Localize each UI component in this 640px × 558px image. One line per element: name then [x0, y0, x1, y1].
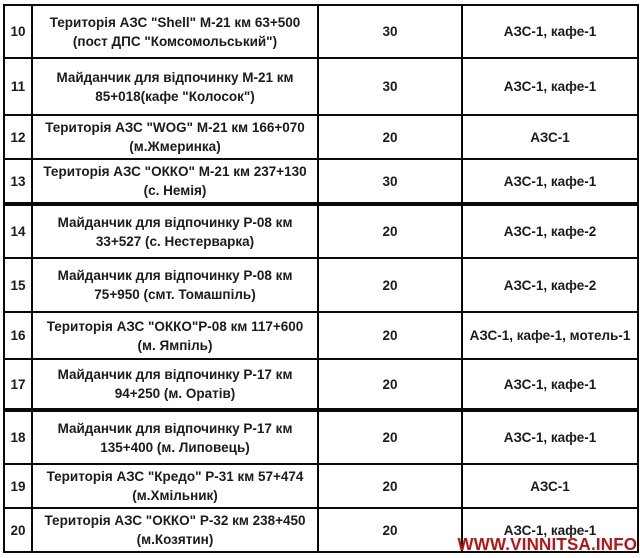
location-description: Територія АЗС "WOG" М-21 км 166+070 (м.Жмеринка)	[32, 115, 318, 159]
location-description: Майданчик для відпочинку Р-17 км 94+250 (м. Оратів)	[32, 359, 318, 410]
row-number: 12	[4, 115, 32, 159]
capacity-value: 20	[318, 508, 462, 552]
services-list: АЗС-1	[462, 115, 638, 159]
location-description: Майданчик для відпочинку М-21 км 85+018(кафе "Колосок")	[32, 58, 318, 115]
services-list: АЗС-1	[462, 464, 638, 508]
table-row	[4, 58, 638, 115]
capacity-value: 20	[318, 464, 462, 508]
row-number: 19	[4, 464, 32, 508]
rest-areas-table	[3, 4, 639, 553]
capacity-value: 30	[318, 5, 462, 58]
services-list: АЗС-1, кафе-1	[462, 508, 638, 552]
location-description: Територія АЗС "Кредо" Р-31 км 57+474 (м.Хмільник)	[32, 464, 318, 508]
services-list: АЗС-1, кафе-1	[462, 5, 638, 58]
table-row	[4, 115, 638, 159]
location-description: Територія АЗС "ОККО" Р-32 км 238+450 (м.Козятин)	[32, 508, 318, 552]
services-list: АЗС-1, кафе-1	[462, 58, 638, 115]
site-watermark: WWW.VINNITSA.INFO	[457, 534, 637, 554]
services-list: АЗС-1, кафе-1	[462, 159, 638, 204]
table-row	[4, 5, 638, 58]
row-number: 13	[4, 159, 32, 204]
location-description: Територія АЗС "ОККО"Р-08 км 117+600 (м. Ямпіль)	[32, 312, 318, 359]
capacity-value: 20	[318, 258, 462, 312]
services-list: АЗС-1, кафе-2	[462, 204, 638, 258]
capacity-value: 30	[318, 58, 462, 115]
location-description: Територія АЗС "ОККО" М-21 км 237+130 (с. Немія)	[32, 159, 318, 204]
table-row	[4, 204, 638, 258]
capacity-value: 20	[318, 359, 462, 410]
services-list: АЗС-1, кафе-1	[462, 359, 638, 410]
location-description: Територія АЗС "Shell" М-21 км 63+500 (пост ДПС "Комсомольський")	[32, 5, 318, 58]
services-list: АЗС-1, кафе-1, мотель-1	[462, 312, 638, 359]
table-row	[4, 258, 638, 312]
capacity-value: 20	[318, 312, 462, 359]
services-list: АЗС-1, кафе-2	[462, 258, 638, 312]
row-number: 11	[4, 58, 32, 115]
row-number: 17	[4, 359, 32, 410]
table-row	[4, 464, 638, 508]
capacity-value: 20	[318, 115, 462, 159]
table-row	[4, 410, 638, 464]
table-row	[4, 359, 638, 410]
location-description: Майданчик для відпочинку Р-17 км 135+400 (м. Липовець)	[32, 410, 318, 464]
row-number: 10	[4, 5, 32, 58]
capacity-value: 20	[318, 410, 462, 464]
row-number: 14	[4, 204, 32, 258]
location-description: Майданчик для відпочинку Р-08 км 33+527 (с. Нестерварка)	[32, 204, 318, 258]
row-number: 16	[4, 312, 32, 359]
capacity-value: 20	[318, 204, 462, 258]
row-number: 18	[4, 410, 32, 464]
table-row	[4, 159, 638, 204]
location-description: Майданчик для відпочинку Р-08 км 75+950 (смт. Томашпіль)	[32, 258, 318, 312]
row-number: 15	[4, 258, 32, 312]
table-body	[4, 5, 638, 552]
table-row	[4, 312, 638, 359]
row-number: 20	[4, 508, 32, 552]
capacity-value: 30	[318, 159, 462, 204]
services-list: АЗС-1, кафе-1	[462, 410, 638, 464]
